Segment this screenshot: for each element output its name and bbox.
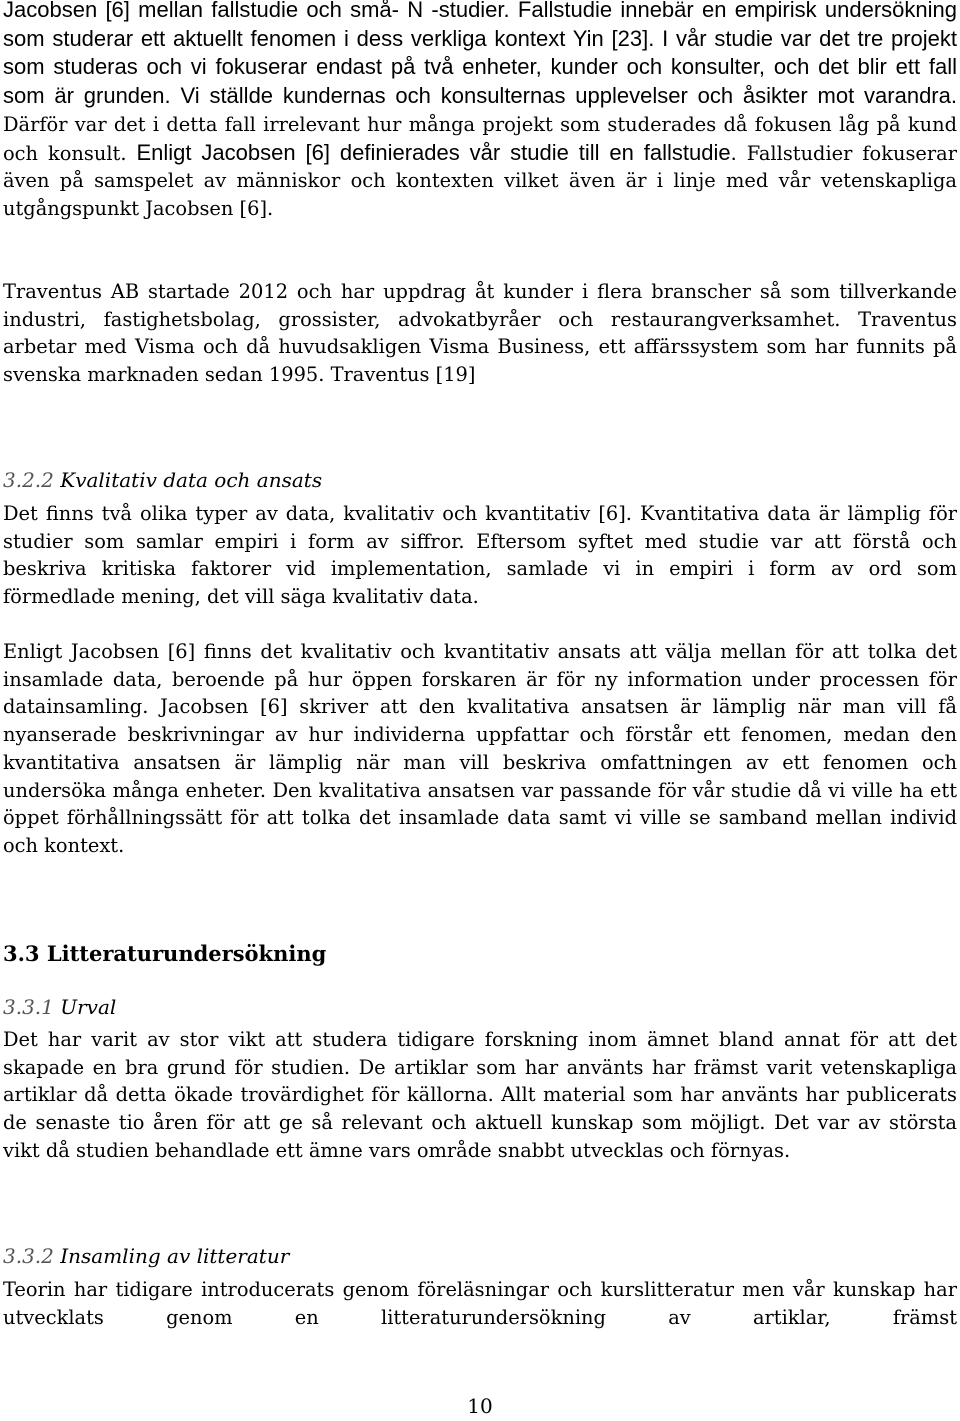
text-run: Det finns två olika typer av data, kvalitativ och kvantitativ [6].: [3, 502, 632, 525]
text-run: Allt material som har använts har publicerats de senaste tio åren för att ge så relevant och aktuell kunskap som möjligt.: [3, 1083, 957, 1135]
text-run: Eftersom syftet med studie var att förstå och beskriva kritiska faktorer vid implementation, samlade vi in empiri i form av ord som förmedlade mening, det vill säga kvalitativ data.: [3, 529, 958, 609]
text-run: Enligt Jacobsen [6] definierades vår studie till en fallstudie.: [136, 139, 737, 165]
paragraph-urval: [3, 1026, 957, 1165]
heading-3-3: 3.3 Litteraturundersökning: [3, 941, 327, 966]
heading-number: 3.2.2: [3, 468, 54, 492]
paragraph-ansats: [3, 638, 957, 860]
text-run: Enligt Jacobsen [6] finns det kvalitativ och kvantitativ ansats att välja mellan för att tolka det insamlade data, beroende på hur öppen forskaren är för ny information under processen för datainsamling.: [3, 640, 957, 719]
page-number: 10: [467, 1394, 493, 1418]
text-run: Jacobsen [6] skriver att den kvalitativa ansatsen är lämplig när man vill få nyanserade beskrivningar av hur individerna uppfattar och förstår ett fenomen, medan den kvantitativa ansatsen är lämplig när man vill beskriva omfattningen av ett fenomen och undersöka många enheter.: [3, 695, 957, 802]
heading-3-2-2: [3, 467, 322, 495]
text-run: Det har varit av stor vikt att studera tidigare forskning inom ämnet bland annat för att det skapade en bra grund för studien.: [3, 1028, 957, 1079]
heading-title: Kvalitativ data och ansats: [60, 468, 323, 492]
heading-number: 3.3.2: [3, 1244, 54, 1268]
text-run: Kvantitativa data är lämplig för studier som samlar empiri i form av siffror.: [3, 502, 958, 553]
text-run: Den kvalitativa ansatsen var passande för vår studie då vi ville ha ett öppet förhållningssätt för att tolka det insamlade data samt vi ville se samband mellan individ och kontext.: [3, 778, 957, 857]
text-run: De artiklar som har använts har främst varit vetenskapliga artiklar då detta ökade trovärdighet för källorna.: [3, 1055, 957, 1107]
heading-title: Insamling av litteratur: [60, 1244, 290, 1268]
heading-title: Urval: [60, 995, 117, 1019]
heading-number: 3.3.1: [3, 995, 54, 1019]
heading-3-3-2: [3, 1243, 289, 1271]
text-run: Traventus arbetar med Visma och då huvudsakligen Visma Business, ett affärssystem som har funnits på svenska marknaden sedan 1995. Traventus [19]: [3, 307, 957, 387]
paragraph-insamling: [3, 1276, 957, 1331]
text-run: Jacobsen [6] mellan fallstudie och små- N -studier. Fallstudie innebär en empirisk undersökning som studerar ett aktuellt fenomen i dess verkliga kontext Yin [23]. I vår studie var det tre projekt som studeras och vi fokuserar endast på två enheter, kunder och konsulter, och det blir ett fall som är grunden. Vi ställde kundernas och konsulternas upplevelser och åsikter mot varandra.: [3, 0, 957, 109]
text-run: Teorin har tidigare introducerats genom föreläsningar och kurslitteratur men vår kunskap har utvecklats genom en litteraturundersökning av artiklar, främst: [3, 1278, 957, 1329]
paragraph-kvalitativ-data: [3, 500, 957, 611]
text-run: Därför var det i detta fall irrelevant hur många projekt som studerades då fokusen låg på kund och konsult.: [3, 112, 957, 165]
paragraph-traventus: [3, 278, 957, 389]
text-run: Det var av största vikt då studien behandlade ett ämne vars område snabbt utvecklas och förnyas.: [3, 1111, 957, 1162]
text-run: Fallstudier fokuserar även på samspelet av människor och kontexten vilket även är i linje med vår vetenskapliga utgångspunkt Jacobsen [6].: [3, 141, 957, 220]
heading-3-3-1: [3, 994, 116, 1022]
text-run: Traventus AB startade 2012 och har uppdrag åt kunder i flera branscher så som tillverkande industri, fastighetsbolag, grossister, advokatbyråer och restaurangverksamhet.: [3, 280, 957, 331]
paragraph-fallstudie: [3, 0, 957, 223]
